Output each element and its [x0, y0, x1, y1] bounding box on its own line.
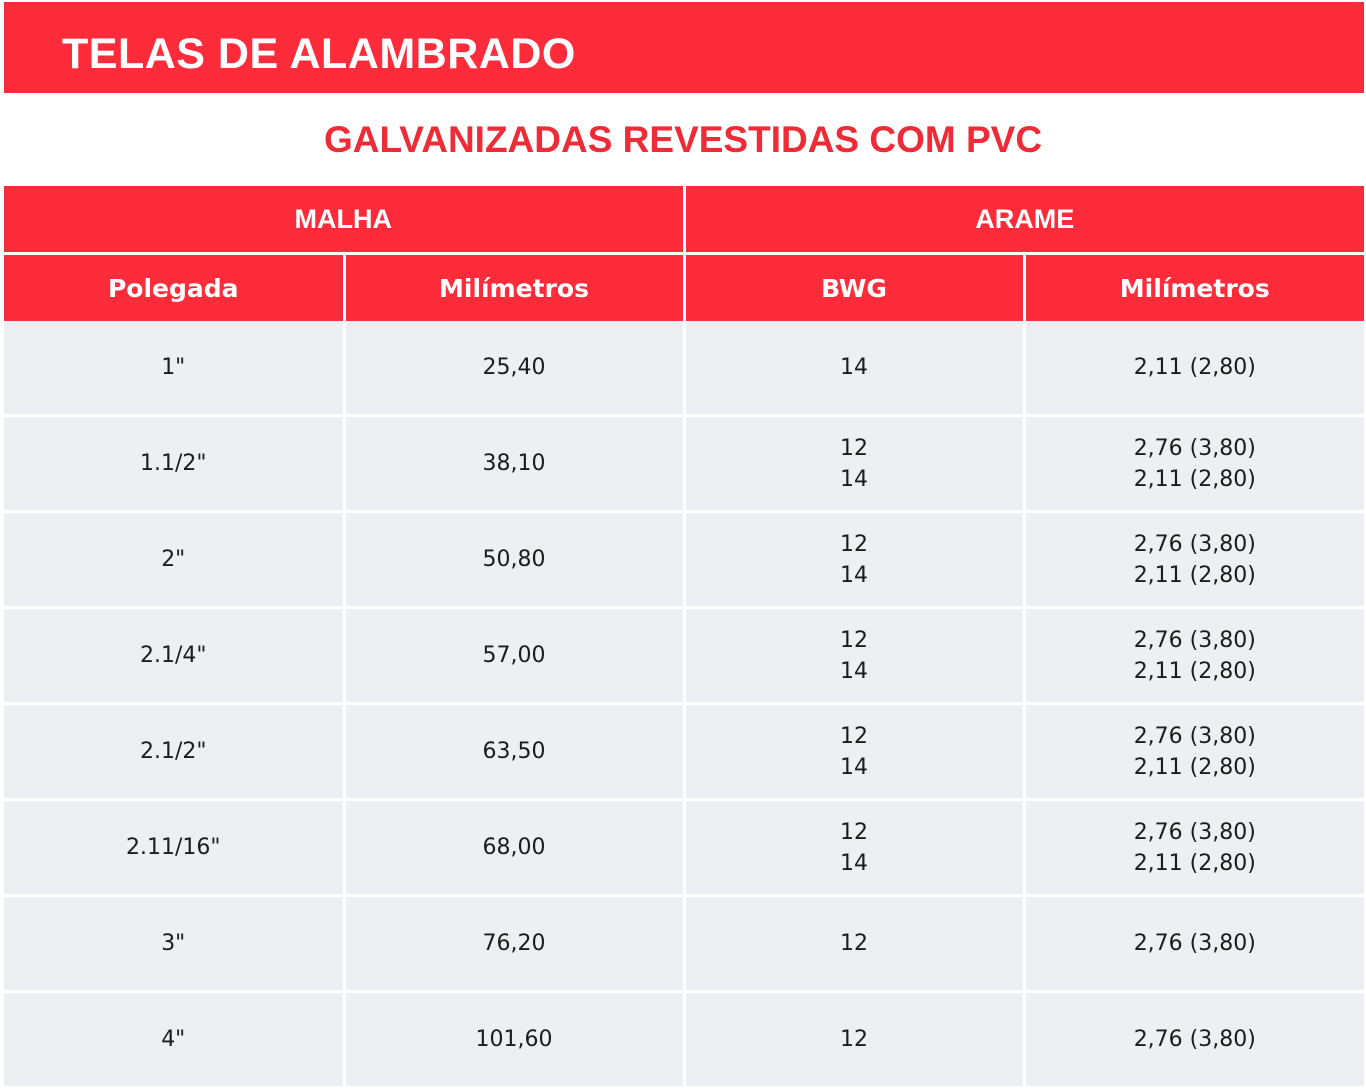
- cell-bwg: [684, 992, 1024, 1087]
- column-header-bwg: BWG: [684, 254, 1024, 322]
- cell-polegada: 2": [4, 512, 344, 608]
- cell-arame-milimetros: [1024, 321, 1364, 416]
- cell-bwg-line: 12: [840, 531, 869, 557]
- cell-bwg-line: 12: [840, 931, 869, 956]
- cell-malha-milimetros: 50,80: [344, 512, 684, 608]
- cell-arame-milimetros: [1024, 512, 1364, 608]
- table-row: [4, 416, 1364, 512]
- cell-arame-milimetros-line: 2,76 (3,80): [1133, 931, 1256, 956]
- cell-bwg: [684, 704, 1024, 800]
- cell-arame-milimetros-line: 2,11 (2,80): [1133, 754, 1256, 780]
- table-row: [4, 321, 1364, 416]
- page-subtitle: GALVANIZADAS REVESTIDAS COM PVC: [323, 119, 1043, 160]
- cell-bwg-line: 14: [840, 754, 869, 780]
- table-row: [4, 896, 1364, 992]
- cell-malha-milimetros: 38,10: [344, 416, 684, 512]
- cell-arame-milimetros: [1024, 416, 1364, 512]
- cell-polegada: 2.1/2": [4, 704, 344, 800]
- column-header-polegada: Polegada: [4, 254, 344, 322]
- table-row: [4, 608, 1364, 704]
- cell-polegada: 2.1/4": [4, 608, 344, 704]
- cell-bwg: [684, 416, 1024, 512]
- cell-bwg-line: 12: [840, 819, 869, 845]
- cell-bwg-line: 12: [840, 723, 869, 749]
- cell-bwg: [684, 321, 1024, 416]
- cell-arame-milimetros: [1024, 896, 1364, 992]
- cell-polegada: 4": [4, 992, 344, 1087]
- cell-arame-milimetros: [1024, 704, 1364, 800]
- spec-table: [4, 186, 1364, 1086]
- cell-malha-milimetros: 101,60: [344, 992, 684, 1087]
- column-header-arame-milimetros: Milímetros: [1024, 254, 1364, 322]
- table-row: [4, 704, 1364, 800]
- table-row: [4, 800, 1364, 896]
- spec-table-body: [4, 321, 1364, 1086]
- cell-arame-milimetros-line: 2,11 (2,80): [1133, 850, 1256, 876]
- table-row: [4, 992, 1364, 1087]
- column-header-malha-milimetros: Milímetros: [344, 254, 684, 322]
- group-header-arame: ARAME: [684, 186, 1364, 254]
- cell-arame-milimetros-line: 2,76 (3,80): [1133, 435, 1256, 461]
- cell-polegada: 1": [4, 321, 344, 416]
- cell-bwg: [684, 800, 1024, 896]
- title-banner: [4, 2, 1364, 93]
- cell-malha-milimetros: 63,50: [344, 704, 684, 800]
- cell-malha-milimetros: 57,00: [344, 608, 684, 704]
- cell-bwg-line: 14: [840, 466, 869, 492]
- cell-arame-milimetros-line: 2,76 (3,80): [1133, 627, 1256, 653]
- cell-bwg: [684, 608, 1024, 704]
- table-row: [4, 512, 1364, 608]
- cell-arame-milimetros-line: 2,11 (2,80): [1133, 658, 1256, 684]
- cell-bwg-line: 14: [840, 562, 869, 588]
- cell-bwg: [684, 896, 1024, 992]
- cell-arame-milimetros-line: 2,76 (3,80): [1133, 723, 1256, 749]
- cell-polegada: 3": [4, 896, 344, 992]
- cell-polegada: 2.11/16": [4, 800, 344, 896]
- cell-polegada: 1.1/2": [4, 416, 344, 512]
- cell-arame-milimetros-line: 2,76 (3,80): [1133, 531, 1256, 557]
- column-header-row: [4, 254, 1364, 322]
- cell-bwg-line: 14: [840, 850, 869, 876]
- page-title: TELAS DE ALAMBRADO: [62, 30, 576, 78]
- cell-arame-milimetros-line: 2,76 (3,80): [1133, 1027, 1256, 1052]
- cell-malha-milimetros: 68,00: [344, 800, 684, 896]
- cell-arame-milimetros: [1024, 608, 1364, 704]
- cell-malha-milimetros: 76,20: [344, 896, 684, 992]
- cell-arame-milimetros-line: 2,11 (2,80): [1133, 466, 1256, 492]
- cell-bwg-line: 14: [840, 658, 869, 684]
- cell-bwg-line: 12: [840, 435, 869, 461]
- cell-arame-milimetros-line: 2,76 (3,80): [1133, 819, 1256, 845]
- cell-bwg-line: 14: [840, 355, 869, 380]
- cell-arame-milimetros-line: 2,11 (2,80): [1133, 562, 1256, 588]
- cell-bwg-line: 12: [840, 1027, 869, 1052]
- cell-malha-milimetros: 25,40: [344, 321, 684, 416]
- cell-arame-milimetros-line: 2,11 (2,80): [1133, 355, 1256, 380]
- cell-bwg-line: 12: [840, 627, 869, 653]
- group-header-row: [4, 186, 1364, 254]
- cell-arame-milimetros: [1024, 800, 1364, 896]
- cell-bwg: [684, 512, 1024, 608]
- group-header-malha: MALHA: [4, 186, 684, 254]
- cell-arame-milimetros: [1024, 992, 1364, 1087]
